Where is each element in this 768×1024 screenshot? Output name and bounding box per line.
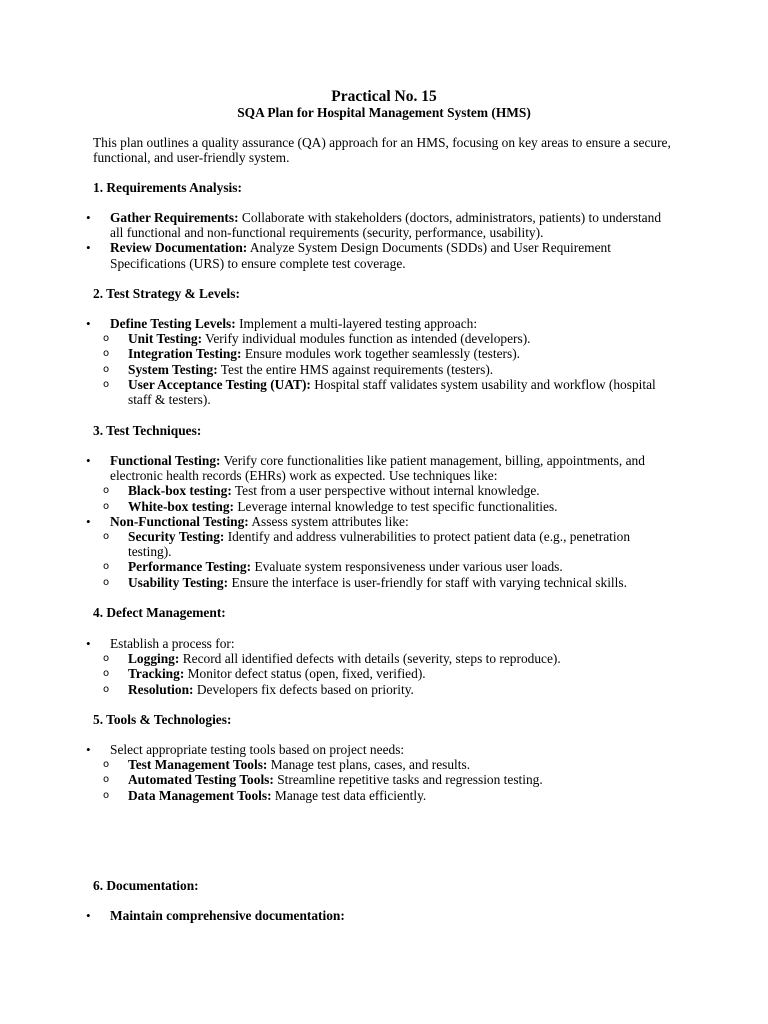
bullet-icon: • [86, 316, 91, 331]
item-lead: Logging: [128, 651, 180, 667]
bullet-icon: • [86, 240, 91, 256]
item-text: Evaluate system responsiveness under various user loads. [251, 559, 563, 575]
sub-list-item [103, 331, 668, 347]
sub-bullet-icon: o [103, 653, 110, 665]
sub-list-item [103, 651, 668, 667]
section-heading: 3. Test Techniques: [93, 423, 202, 438]
bullet-icon: • [86, 513, 91, 529]
item-text: Leverage internal knowledge to test specific functionalities. [234, 498, 558, 514]
bullet-icon: • [86, 453, 91, 468]
page-subtitle: SQA Plan for Hospital Management System (HMS) [237, 105, 531, 120]
item-text: Manage test data efficiently. [271, 787, 427, 803]
list-item [0, 210, 768, 240]
item-text: Monitor defect status (open, fixed, verified). [184, 666, 426, 682]
item-lead: Resolution: [128, 681, 194, 697]
sub-bullet-icon: o [103, 759, 110, 771]
item-lead: Black-box testing: [128, 483, 232, 499]
sub-list-item [103, 574, 668, 590]
intro-paragraph: This plan outlines a quality assurance (QA) approach for an HMS, focusing on key areas to ensure a secure, functional, and user-friendly system. [93, 135, 671, 166]
section-heading: 2. Test Strategy & Levels: [93, 286, 240, 301]
sub-list-item [103, 361, 668, 377]
sub-list-item [103, 787, 668, 803]
sub-bullet-icon: o [103, 485, 110, 497]
item-text: Manage test plans, cases, and results. [267, 757, 471, 773]
sub-bullet-icon: o [103, 774, 110, 786]
item-text: Select appropriate testing tools based on project needs: [110, 742, 405, 757]
list-item [0, 908, 768, 923]
sub-bullet-icon: o [103, 668, 110, 680]
item-text: Establish a process for: [110, 636, 235, 651]
section-heading: 1. Requirements Analysis: [93, 180, 242, 195]
sub-list [103, 757, 668, 803]
item-text: Developers fix defects based on priority. [193, 681, 414, 697]
item-lead: Review Documentation: [110, 240, 248, 256]
sub-list-item [103, 757, 668, 773]
sub-list-item [103, 681, 668, 697]
item-text: Ensure the interface is user-friendly for staff with varying technical skills. [228, 574, 627, 590]
sub-bullet-icon: o [103, 500, 110, 512]
item-lead: Gather Requirements: [110, 210, 239, 225]
item-text: Hospital staff validates system usability and workflow (hospital staff & testers). [128, 376, 656, 408]
sub-list-item [103, 529, 668, 560]
item-text: Record all identified defects with details (severity, steps to reproduce). [179, 651, 561, 667]
item-lead: White-box testing: [128, 498, 235, 514]
list-item [0, 742, 768, 803]
sub-bullet-icon: o [103, 683, 110, 695]
sub-list-item [103, 376, 668, 408]
sub-list [103, 483, 668, 514]
bullet-list [0, 636, 768, 697]
sub-bullet-icon: o [103, 531, 110, 543]
sub-list-item [103, 559, 668, 575]
item-lead: Performance Testing: [128, 559, 252, 575]
item-lead: User Acceptance Testing (UAT): [128, 376, 311, 392]
item-text: Collaborate with stakeholders (doctors, administrators, patients) to understand all functional and non-functional requirements (security, performance, usability). [110, 210, 662, 241]
sub-bullet-icon: o [103, 348, 110, 360]
item-lead: Unit Testing: [128, 331, 203, 347]
bullet-icon: • [86, 908, 91, 923]
list-item [0, 240, 768, 270]
section-heading: 4. Defect Management: [93, 605, 226, 620]
item-lead: Usability Testing: [128, 574, 229, 590]
bullet-icon: • [86, 210, 91, 225]
bullet-list [0, 908, 768, 923]
list-item [0, 636, 768, 697]
item-text: Verify core functionalities like patient management, billing, appointments, and electronic health records (EHRs) work as expected. Use techniques like: [110, 453, 645, 484]
sub-bullet-icon: o [103, 363, 110, 375]
bullet-list [0, 453, 768, 590]
sub-bullet-icon: o [103, 789, 110, 801]
item-text: Streamline repetitive tasks and regression testing. [273, 772, 543, 788]
page-title: Practical No. 15 [331, 88, 437, 105]
sub-bullet-icon: o [103, 333, 110, 345]
bullet-list [0, 316, 768, 407]
sub-bullet-icon: o [103, 378, 110, 390]
item-lead: Non-Functional Testing: [110, 513, 249, 529]
item-text: Test from a user perspective without internal knowledge. [231, 483, 540, 499]
item-lead: Integration Testing: [128, 346, 242, 362]
item-text: Identify and address vulnerabilities to protect patient data (e.g., penetration testing). [128, 529, 631, 560]
sub-bullet-icon: o [103, 561, 110, 573]
sub-list-item [103, 666, 668, 682]
bullet-list [0, 210, 768, 271]
sub-list-item [103, 346, 668, 362]
bullet-icon: • [86, 742, 91, 757]
section-heading: 5. Tools & Technologies: [93, 712, 232, 727]
item-text: Analyze System Design Documents (SDDs) and User Requirement Specifications (URS) to ensure complete test coverage. [110, 240, 611, 271]
list-item [0, 514, 768, 590]
item-text: Implement a multi-layered testing approach: [235, 316, 478, 331]
list-item [0, 453, 768, 514]
bullet-list [0, 742, 768, 803]
item-lead: Functional Testing: [110, 453, 221, 468]
sub-list [103, 331, 668, 408]
item-lead: System Testing: [128, 361, 218, 377]
item-lead: Test Management Tools: [128, 757, 268, 773]
item-lead: Security Testing: [128, 529, 225, 545]
item-lead: Maintain comprehensive documentation: [110, 908, 345, 923]
item-lead: Automated Testing Tools: [128, 772, 274, 788]
sub-list-item [103, 483, 668, 499]
item-text: Ensure modules work together seamlessly (testers). [241, 346, 520, 362]
item-text: Verify individual modules function as intended (developers). [202, 331, 531, 347]
bullet-icon: • [86, 636, 91, 651]
list-item [0, 316, 768, 407]
section-heading: 6. Documentation: [93, 878, 199, 893]
item-lead: Data Management Tools: [128, 787, 272, 803]
item-text: Test the entire HMS against requirements (testers). [217, 361, 494, 377]
sub-list-item [103, 498, 668, 514]
item-lead: Tracking: [128, 666, 185, 682]
item-text: Assess system attributes like: [248, 513, 409, 529]
item-lead: Define Testing Levels: [110, 316, 236, 331]
sub-bullet-icon: o [103, 576, 110, 588]
sub-list-item [103, 772, 668, 788]
sub-list [103, 651, 668, 697]
sub-list [103, 529, 668, 590]
